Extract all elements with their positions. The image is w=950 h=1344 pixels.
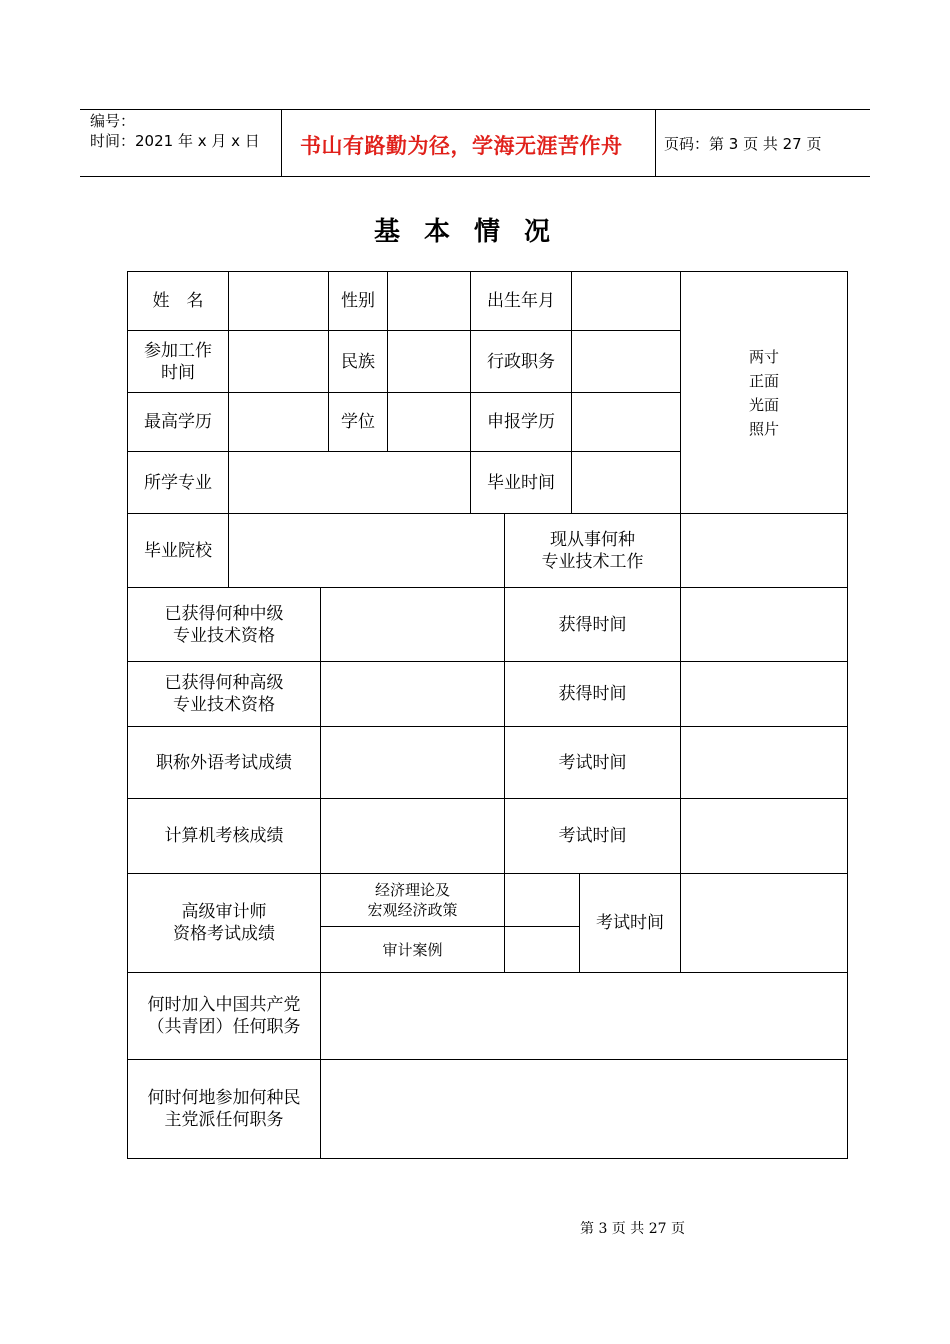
label-line: 专业技术资格: [173, 695, 275, 715]
label-line: 何时何地参加何种民: [147, 1088, 301, 1108]
label-party-membership: [128, 973, 320, 1059]
label-obtain-time: 获得时间: [558, 614, 627, 635]
label-exam-time: 考试时间: [558, 752, 627, 773]
label-line: 高级审计师: [181, 902, 267, 922]
photo-placeholder: [681, 272, 847, 513]
page-indicator: 页码：第 3 页 共 27 页: [664, 135, 822, 153]
page-footer: 第 3 页 共 27 页: [580, 1221, 685, 1237]
label-line: 已获得何种高级: [164, 673, 284, 693]
label-highest-education: 最高学历: [144, 412, 212, 432]
label-high-qualification: [128, 662, 320, 726]
photo-text-line: 正面: [748, 371, 779, 390]
label-school: 毕业院校: [144, 540, 212, 561]
label-graduation-time: 毕业时间: [487, 472, 555, 493]
label-line: 主党派任何职务: [164, 1110, 284, 1130]
label-computer-score: 计算机考核成绩: [164, 826, 284, 846]
document-number-label: 编号：: [90, 112, 136, 130]
header-divider: [281, 109, 282, 177]
label-line: （共青团）任何职务: [147, 1017, 301, 1037]
label-line: 专业技术资格: [173, 625, 275, 646]
label-birth-date: 出生年月: [487, 291, 555, 311]
label-foreign-language-score: 职称外语考试成绩: [156, 752, 292, 773]
label-major: 所学专业: [144, 472, 212, 493]
label-name: 姓 名: [152, 291, 204, 311]
label-work-start: [128, 331, 228, 392]
label-line: 资格考试成绩: [173, 924, 275, 944]
photo-text-line: 两寸: [748, 347, 779, 366]
label-line: 现从事何种: [550, 529, 635, 550]
page-title: 基本情况: [374, 217, 575, 247]
label-senior-auditor-score: [128, 874, 320, 972]
label-line: 专业技术工作: [541, 551, 644, 572]
label-degree: 学位: [341, 412, 375, 432]
label-line: 宏观经济政策: [367, 901, 458, 919]
label-democratic-party: [128, 1060, 320, 1158]
label-declared-education: 申报学历: [487, 412, 555, 432]
label-obtain-time: 获得时间: [558, 684, 627, 704]
label-mid-qualification: [128, 588, 320, 661]
label-line: 参加工作: [144, 340, 212, 361]
label-line: 已获得何种中级: [164, 603, 284, 624]
label-line: 经济理论及: [374, 881, 450, 899]
label-ethnicity: 民族: [341, 351, 375, 372]
label-exam-time: 考试时间: [596, 913, 664, 933]
header-slogan: 书山有路勤为径，学海无涯苦作舟: [300, 134, 623, 158]
header-top-rule: [80, 109, 870, 110]
header-bottom-rule: [80, 176, 870, 177]
label-current-work: [505, 514, 680, 587]
label-exam-time: 考试时间: [558, 826, 627, 846]
photo-text-line: 照片: [748, 419, 779, 438]
header-divider: [655, 109, 656, 177]
photo-text-line: 光面: [748, 395, 779, 414]
label-line: 何时加入中国共产党: [147, 995, 301, 1015]
label-audit-case: 审计案例: [382, 940, 443, 959]
label-economics-policy: [321, 874, 504, 926]
label-line: 时间: [161, 362, 195, 383]
label-gender: 性别: [341, 291, 375, 311]
document-time-label: 时间：2021 年 x 月 x 日: [90, 132, 260, 150]
label-admin-post: 行政职务: [487, 351, 555, 372]
